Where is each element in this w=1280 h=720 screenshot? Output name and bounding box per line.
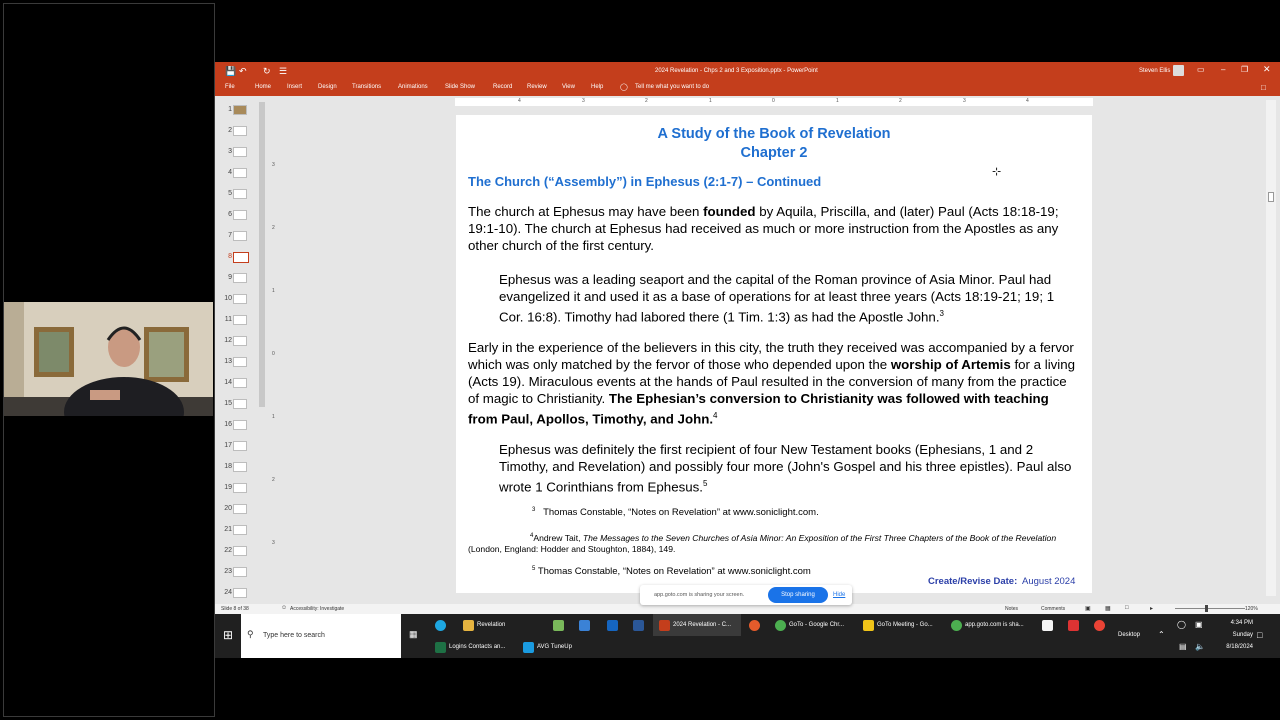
thumbnail-number: 3: [228, 148, 232, 155]
footnote-ref: 5: [702, 479, 708, 488]
avatar[interactable]: [1173, 65, 1184, 76]
tab-insert[interactable]: Insert: [287, 84, 303, 90]
notifications-icon[interactable]: □: [1257, 630, 1263, 640]
thumbnail-number: 6: [228, 211, 232, 218]
footnote-text: Thomas Constable, “Notes on Revelation” at www.soniclight.com: [537, 566, 811, 578]
slide-thumbnail[interactable]: [233, 462, 247, 472]
firefox-icon[interactable]: [749, 620, 760, 631]
search-icon: ⚲: [247, 629, 254, 639]
slide-thumbnail[interactable]: [233, 504, 247, 514]
thumbnail-number: 4: [228, 169, 232, 176]
revise-date[interactable]: [928, 576, 1075, 587]
text-run: Ephesus was a leading seaport and the capital of the Roman province of Asia Minor. Paul had evangelized it and used it as a base of operations for at least three years (Acts 18:19-21; 19; 1 Cor. 16:8). Timothy had labored there (1 Tim. 1:3) as had the Apostle John.: [499, 272, 1055, 325]
slide-title-line2: Chapter 2: [740, 145, 808, 161]
slide-thumbnail[interactable]: [233, 273, 247, 283]
slide-title[interactable]: [456, 125, 1092, 163]
taskbar-label: 2024 Revelation - C...: [673, 622, 732, 628]
clock-day[interactable]: Sunday: [1232, 632, 1253, 638]
thumbnail-number: 16: [224, 421, 232, 428]
task-view-icon[interactable]: ▦: [409, 629, 418, 639]
zoom-level[interactable]: 120%: [1245, 606, 1258, 612]
network-icon[interactable]: ▤: [1179, 642, 1187, 651]
footnote-number: 5: [532, 566, 536, 572]
chrome-icon[interactable]: [1094, 620, 1105, 631]
hruler-label: 3: [582, 98, 585, 104]
goto-meeting-icon[interactable]: [863, 620, 874, 631]
notepad-icon[interactable]: [1042, 620, 1053, 631]
revise-value: August 2024: [1022, 576, 1076, 587]
tab-transitions[interactable]: Transitions: [352, 84, 382, 90]
user-name[interactable]: Steven Ellis: [1139, 68, 1171, 74]
slide-thumbnail[interactable]: [233, 483, 247, 493]
slide-thumbnail[interactable]: [233, 294, 247, 304]
thumbnail-number: 18: [224, 463, 232, 470]
tray-icon[interactable]: ▣: [1195, 620, 1203, 629]
tell-me-search[interactable]: Tell me what you want to do: [635, 84, 710, 90]
footnote-italic: The Messages to the Seven Churches of Asia Minor: An Exposition of the First Three Chapters of the Book of the Revelation: [582, 532, 1057, 543]
app-icon[interactable]: [1068, 620, 1079, 631]
share-status: app.goto.com is sharing your screen.: [654, 592, 745, 598]
slide-thumbnail[interactable]: [233, 336, 247, 346]
stop-sharing-button[interactable]: Stop sharing: [768, 587, 828, 603]
save-icon[interactable]: 💾: [225, 66, 237, 76]
clock-date[interactable]: 8/18/2024: [1226, 644, 1253, 650]
vertical-ruler: [268, 100, 280, 594]
file-explorer-icon[interactable]: [463, 620, 474, 631]
slide-title-line1: A Study of the Book of Revelation: [657, 126, 891, 142]
tab-view[interactable]: View: [562, 84, 575, 90]
slide-thumbnail[interactable]: [233, 105, 247, 115]
taskbar-item-revelation[interactable]: Revelation: [477, 622, 506, 628]
taskbar-item-goto-meeting[interactable]: GoTo Meeting - Go...: [877, 622, 933, 628]
thumbnail-number: 24: [224, 589, 232, 596]
hide-button[interactable]: Hide: [833, 592, 846, 598]
chrome-icon[interactable]: [951, 620, 962, 631]
thumbnail-number: 8: [228, 253, 232, 260]
avg-icon[interactable]: [523, 642, 534, 653]
text-run: for a living (Acts 19). Miraculous events at the hands of Paul resulted in the conversion of many from the practice of magic to Christianity.: [468, 357, 1076, 406]
normal-view-icon[interactable]: ▣: [1085, 606, 1091, 612]
thumbnail-number: 21: [224, 526, 232, 533]
tab-design[interactable]: Design: [318, 84, 337, 90]
desktop-toolbar[interactable]: Desktop: [1118, 632, 1141, 638]
thumbnail-scrollbar[interactable]: [258, 100, 266, 600]
slide-count: Slide 8 of 38: [221, 606, 249, 612]
footnote-number: 4: [530, 533, 534, 539]
thumbnail-number: 17: [224, 442, 232, 449]
thumbnail-number: 23: [224, 568, 232, 575]
thumbnail-number: 13: [224, 358, 232, 365]
paragraph-founded[interactable]: [468, 203, 1080, 254]
undo-icon[interactable]: ↶: [239, 66, 247, 76]
restore-icon[interactable]: ❐: [1241, 65, 1249, 74]
slideshow-icon[interactable]: ▸: [1150, 606, 1154, 612]
footnote-number: 3: [532, 507, 536, 513]
thumbnail-number: 2: [228, 127, 232, 134]
zoom-slider[interactable]: [1175, 608, 1245, 609]
bold-run: founded: [703, 204, 756, 219]
text-run: The church at Ephesus may have been: [468, 204, 704, 219]
thumbnail-number: 14: [224, 379, 232, 386]
sorter-view-icon[interactable]: ▦: [1105, 606, 1111, 612]
status-bar: [215, 604, 1280, 614]
customize-icon[interactable]: ☰: [279, 66, 288, 76]
slide-thumbnail[interactable]: [233, 588, 247, 598]
thumbnail-number: 20: [224, 505, 232, 512]
bold-run: worship of Artemis: [890, 357, 1011, 372]
minimize-icon[interactable]: –: [1221, 65, 1226, 74]
webcam-video: [4, 302, 213, 416]
windows-start-icon[interactable]: ⊞: [223, 628, 234, 642]
taskbar-item-logins[interactable]: Logins Contacts an...: [449, 644, 506, 650]
tab-record[interactable]: Record: [493, 84, 513, 90]
thumbnail-number: 22: [224, 547, 232, 554]
footnote-ref: 4: [713, 411, 718, 420]
accessibility-status[interactable]: Accessibility: Investigate: [290, 606, 345, 612]
text-run: Ephesus was definitely the first recipient of four New Testament books (Ephesians, 1 and 2 Timothy, and Revelation) and possibly four more (John's Gospel and his three epistles). Paul also wrote 1 Corinthians from Ephesus.: [499, 442, 1072, 495]
slide-thumbnail[interactable]: [233, 546, 247, 556]
footnote-5[interactable]: [532, 566, 811, 577]
mail-icon[interactable]: [579, 620, 590, 631]
vruler-label: 1: [272, 288, 275, 294]
slide-thumbnail[interactable]: [233, 147, 247, 157]
window-title: 2024 Revelation - Chps 2 and 3 Exposition.pptx - PowerPoint: [655, 68, 818, 74]
thumbnail-number: 15: [224, 400, 232, 407]
hruler-label: 0: [772, 98, 775, 104]
title-bar: [215, 62, 1280, 80]
slide-thumbnail[interactable]: [233, 210, 247, 220]
slide-thumbnail[interactable]: [233, 399, 247, 409]
vruler-label: 2: [272, 225, 275, 231]
thumbnail-number: 5: [228, 190, 232, 197]
slide-scrollbar[interactable]: [1266, 100, 1276, 596]
accessibility-icon: ☺: [281, 605, 288, 611]
clock-time[interactable]: 4:34 PM: [1230, 620, 1253, 626]
chevron-up-icon[interactable]: ⌃: [1158, 630, 1165, 639]
slide-thumbnail[interactable]: [233, 189, 247, 199]
chrome-icon[interactable]: [775, 620, 786, 631]
slide-thumbnail[interactable]: [233, 420, 247, 430]
footnote-ref: 3: [939, 309, 944, 318]
lightbulb-icon: ◯: [620, 84, 628, 91]
hruler-label: 4: [1026, 98, 1029, 104]
slide-scroll-thumb[interactable]: [1268, 192, 1274, 202]
footnote-text: Andrew Tait,: [533, 532, 583, 543]
thumbnail-number: 11: [224, 316, 232, 323]
close-icon[interactable]: ✕: [1263, 64, 1271, 74]
volume-icon[interactable]: 🔈: [1195, 642, 1205, 651]
taskbar-item-powerpoint[interactable]: [653, 614, 741, 636]
slide-thumbnail[interactable]: [233, 441, 247, 451]
store-icon[interactable]: [553, 620, 564, 631]
search-input[interactable]: Type here to search: [263, 632, 325, 639]
edge-icon[interactable]: [435, 620, 446, 631]
taskbar-item-goto-chrome[interactable]: GoTo - Google Chr...: [789, 622, 845, 628]
word-icon[interactable]: [633, 620, 644, 631]
slide-thumbnail[interactable]: [233, 525, 247, 535]
slide-thumbnail[interactable]: [233, 231, 247, 241]
thumbnail-number: 7: [228, 232, 232, 239]
text-cursor-icon: ⊹: [992, 166, 1002, 178]
footnote-text: (London, England: Hodder and Stoughton, 1884), 149.: [468, 543, 676, 554]
paragraph-seaport[interactable]: [499, 271, 1081, 325]
vruler-label: 1: [272, 414, 275, 420]
slide-thumbnail[interactable]: [233, 567, 247, 577]
vruler-label: 0: [272, 351, 275, 357]
hruler-label: 1: [709, 98, 712, 104]
taskbar-item-avg[interactable]: AVG TuneUp: [537, 644, 572, 650]
slide-thumbnail[interactable]: [233, 357, 247, 367]
hruler-label: 4: [518, 98, 521, 104]
paragraph-artemis[interactable]: [468, 339, 1080, 427]
text-run: by Aquila, Priscilla, and (later) Paul (Acts 18:18-19; 19:1-10). The church at Ephesus had received as much or more instruction from the Apostles as any other church of the first century.: [468, 204, 1059, 253]
slide-thumbnail[interactable]: [233, 315, 247, 325]
ribbon-tabs: [215, 80, 1280, 96]
ribbon-display-icon[interactable]: ▭: [1197, 65, 1205, 74]
slide-thumbnail[interactable]: [233, 252, 249, 263]
slide-thumbnail[interactable]: [233, 126, 247, 136]
tab-slide-show[interactable]: Slide Show: [445, 84, 476, 90]
thumbnail-number: 12: [224, 337, 232, 344]
thumbnail-number: 19: [224, 484, 232, 491]
tab-home[interactable]: Home: [255, 84, 272, 90]
tab-help[interactable]: Help: [591, 84, 604, 90]
text-run: Early in the experience of the believers in this city, the truth they received was accompanied by a fervor which was only matched by the fervor of those who depended upon the: [468, 340, 1074, 372]
redo-icon[interactable]: ↻: [263, 66, 271, 76]
revise-label: Create/Revise Date:: [928, 576, 1018, 587]
thumbnail-number: 1: [228, 106, 232, 113]
vruler-label: 3: [272, 540, 275, 546]
thumbnail-number: 9: [228, 274, 232, 281]
tab-review[interactable]: Review: [527, 84, 547, 90]
hruler-label: 2: [645, 98, 648, 104]
comments-button[interactable]: Comments: [1041, 606, 1066, 612]
footnote-text: Thomas Constable, “Notes on Revelation” at www.soniclight.com.: [543, 507, 819, 519]
tray-icon[interactable]: ◯: [1177, 620, 1186, 629]
outlook-icon[interactable]: [607, 620, 618, 631]
bold-run: The Ephesian’s conversion to Christianity was followed with teaching from Paul, Apollos, Timothy, and John.: [468, 391, 1049, 427]
comments-icon[interactable]: □: [1261, 83, 1266, 92]
screen-share-bar: [640, 585, 852, 605]
excel-icon[interactable]: [435, 642, 446, 653]
zoom-slider-handle[interactable]: [1205, 605, 1208, 612]
hruler-label: 1: [836, 98, 839, 104]
slide-subtitle[interactable]: The Church (“Assembly”) in Ephesus (2:1-7) – Continued: [468, 174, 822, 189]
tab-animations[interactable]: Animations: [398, 84, 428, 90]
search-box[interactable]: [241, 614, 401, 658]
hruler-label: 2: [899, 98, 902, 104]
taskbar: [215, 614, 1280, 658]
notes-button[interactable]: Notes: [1005, 606, 1019, 612]
paragraph-nt-books[interactable]: [499, 441, 1081, 495]
slide-canvas[interactable]: [456, 115, 1092, 593]
vruler-label: 2: [272, 477, 275, 483]
taskbar-item-app-goto[interactable]: app.goto.com is sha...: [965, 622, 1024, 628]
reading-view-icon[interactable]: □: [1125, 605, 1129, 611]
thumbnail-number: 10: [224, 295, 232, 302]
vruler-label: 3: [272, 162, 275, 168]
thumbnail-scroll-thumb[interactable]: [259, 102, 265, 407]
slide-thumbnail[interactable]: [233, 378, 247, 388]
footnote-4[interactable]: [468, 531, 1080, 555]
powerpoint-icon: [659, 620, 670, 631]
slide-thumbnail[interactable]: [233, 168, 247, 178]
tab-file[interactable]: File: [225, 84, 235, 90]
horizontal-ruler: [455, 98, 1093, 106]
footnote-3[interactable]: [532, 507, 819, 518]
hruler-label: 3: [963, 98, 966, 104]
